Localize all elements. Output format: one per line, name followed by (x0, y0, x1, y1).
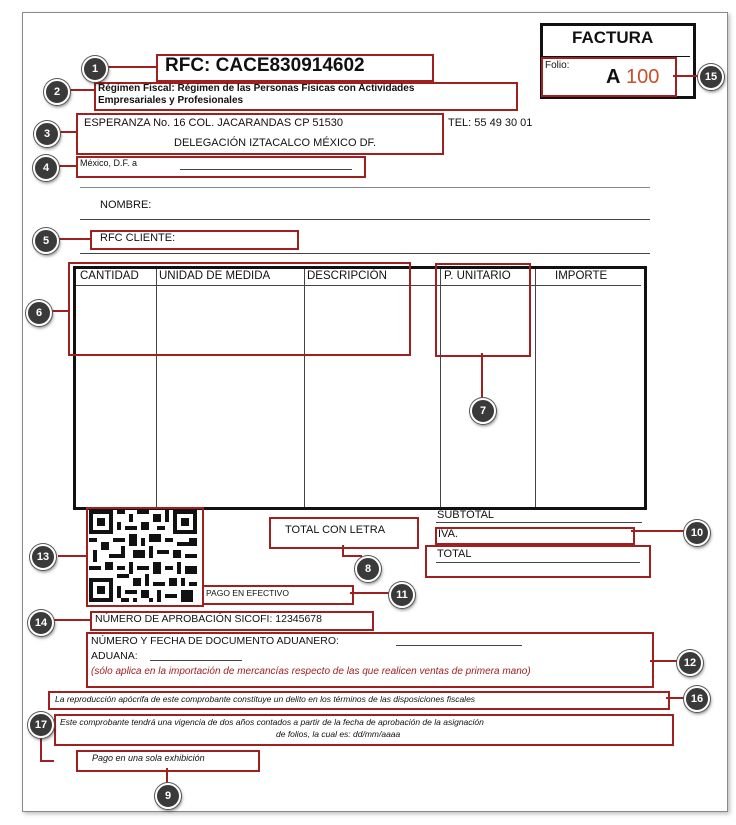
marker-17: 17 (28, 712, 54, 738)
subtotal-label: SUBTOTAL (437, 509, 495, 521)
folio-number: 100 (626, 66, 660, 88)
client-rfc-label: RFC CLIENTE: (100, 232, 176, 244)
address-line1: ESPERANZA No. 16 COL. JACARANDAS CP 51530 (84, 117, 344, 129)
factura-title: FACTURA (572, 28, 654, 47)
iva-label: IVA. (438, 528, 458, 540)
folio-value (606, 66, 659, 89)
place-date: México, D.F. a (80, 158, 138, 168)
client-name-label: NOMBRE: (100, 199, 152, 211)
marker-1: 1 (82, 56, 108, 82)
customs-note: (sólo aplica en la importación de mercancías respecto de las que realicen ventas de primera mano) (91, 666, 531, 677)
marker-12: 12 (677, 650, 703, 676)
table-left-columns-annotation (68, 262, 411, 356)
total-label: TOTAL (437, 548, 472, 560)
customs-line1: NÚMERO Y FECHA DE DOCUMENTO ADUANERO: (91, 635, 339, 647)
folio-series: A (606, 66, 621, 88)
marker-15: 15 (698, 64, 724, 90)
col-descripcion: DESCRIPCIÓN (307, 270, 387, 282)
marker-7: 7 (470, 398, 496, 424)
reproduction-notice: La reproducción apócrifa de este comprobante constituye un delito en los términos de las disposiciones fiscales (55, 694, 476, 704)
qr-code-icon (89, 510, 197, 602)
address-line2: DELEGACIÓN IZTACALCO MÉXICO DF. (174, 137, 377, 149)
marker-9: 9 (155, 783, 181, 809)
marker-6: 6 (26, 300, 52, 326)
validity-line2: de folios, la cual es: dd/mm/aaaa (276, 729, 401, 739)
marker-10: 10 (684, 520, 710, 546)
marker-3: 3 (34, 121, 60, 147)
marker-5: 5 (33, 228, 59, 254)
iva-box (435, 527, 635, 545)
sicofi-approval: NÚMERO DE APROBACIÓN SICOFI: 12345678 (95, 613, 322, 625)
phone: TEL: 55 49 30 01 (448, 117, 533, 129)
validity-line1: Este comprobante tendrá una vigencia de dos años contados a partir de la fecha de aprobación de la asignación (60, 717, 484, 727)
col-unidad: UNIDAD DE MEDIDA (159, 270, 271, 282)
col-importe: IMPORTE (555, 270, 608, 282)
regimen-line2: Empresariales y Profesionales (98, 95, 244, 106)
marker-16: 16 (684, 686, 710, 712)
marker-2: 2 (44, 79, 70, 105)
p-unitario-annotation (435, 263, 531, 357)
folio-label: Folio: (545, 60, 570, 71)
payment-method: PAGO EN EFECTIVO (206, 588, 289, 598)
regimen-line1: Régimen Fiscal: Régimen de las Personas Físicas con Actividades (98, 83, 415, 94)
single-payment: Pago en una sola exhibición (92, 753, 205, 763)
col-p-unitario: P. UNITARIO (444, 270, 511, 282)
marker-14: 14 (28, 610, 54, 636)
issuer-rfc: RFC: CACE830914602 (165, 55, 365, 76)
marker-8: 8 (355, 556, 381, 582)
marker-11: 11 (389, 582, 415, 608)
marker-13: 13 (30, 544, 56, 570)
col-cantidad: CANTIDAD (80, 270, 139, 282)
customs-line2: ADUANA: (91, 650, 138, 662)
marker-4: 4 (33, 155, 59, 181)
date-line (180, 169, 352, 170)
total-letra-label: TOTAL CON LETRA (285, 524, 386, 536)
